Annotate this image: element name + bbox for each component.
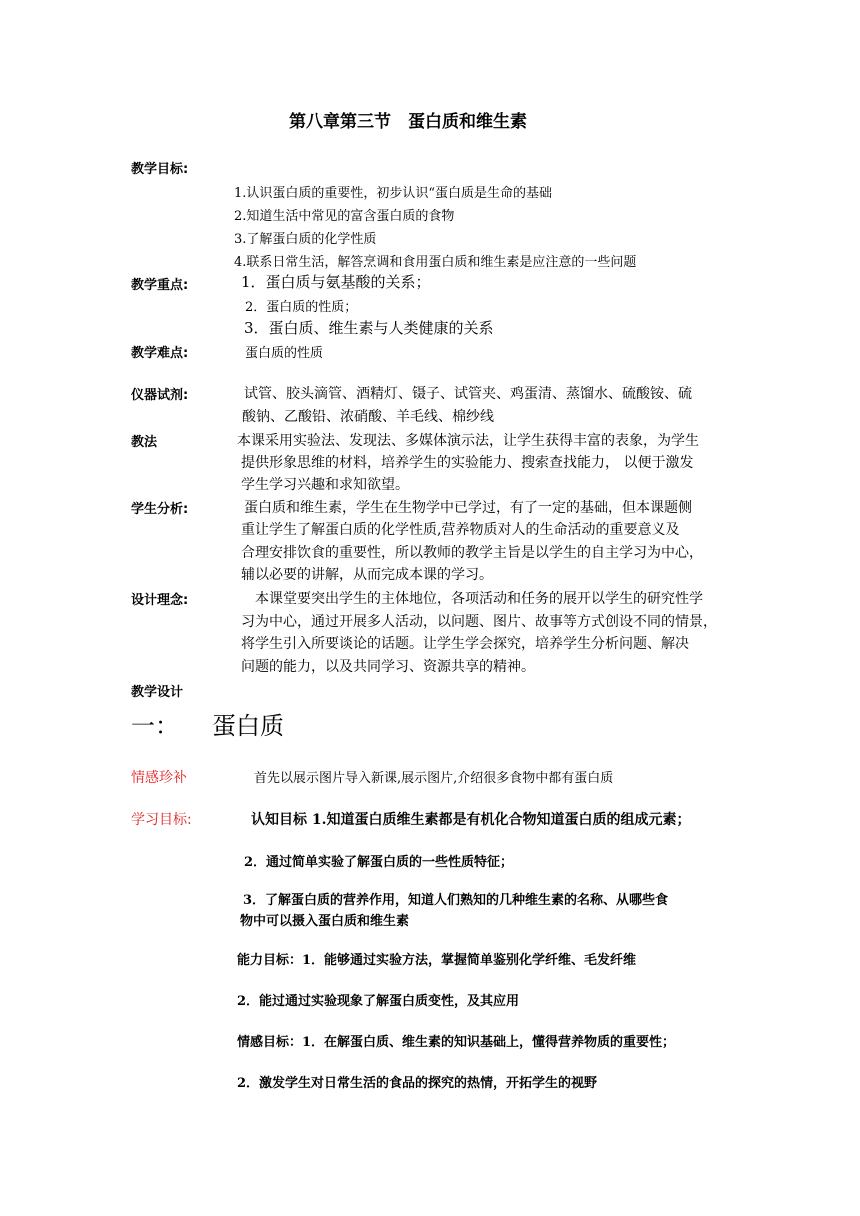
design-concept-label: 设计理念: <box>131 593 189 608</box>
equipment-label: 仪器试剂: <box>131 388 189 403</box>
goals-label: 教学目标: <box>131 162 189 177</box>
difficulty-label: 教学难点: <box>131 346 189 361</box>
emotion-goal: 2．激发学生对日常生活的食品的探究的热情，开拓学生的视野 <box>237 1076 598 1091</box>
page-title: 第八章第三节 蛋白质和维生素 <box>289 112 527 132</box>
section-number: 一： <box>131 712 179 740</box>
student-analysis-line: 蛋白质和维生素，学生在生物学中已学过，有了一定的基础，但本课题侧 <box>244 500 692 516</box>
teaching-design-label: 教学设计 <box>131 685 184 700</box>
method-line: 学生学习兴趣和求知欲望。 <box>241 477 409 493</box>
goal-item: 1.认识蛋白质的重要性，初步认识“蛋白质是生命的基础 <box>234 186 553 201</box>
student-analysis-label: 学生分析: <box>131 502 189 517</box>
design-concept-line: 本课堂要突出学生的主体地位，各项活动和任务的展开以学生的研究性学 <box>255 591 703 607</box>
method-line: 提供形象思维的材料，培养学生的实验能力、搜索查找能力， 以便于激发 <box>241 455 694 471</box>
cognitive-goal: 物中可以摄入蛋白质和维生素 <box>240 914 410 929</box>
design-concept-line: 将学生引入所要谈论的话题。让学生学会探究，培养学生分析问题、解决 <box>241 636 689 652</box>
ability-goal: 能力目标：1．能够通过实验方法，掌握简单鉴别化学纤维、毛发纤维 <box>237 953 637 968</box>
key-point-item: 3．蛋白质、维生素与人类健康的关系 <box>244 319 494 337</box>
equipment-line: 酸钠、乙酸铅、浓硝酸、羊毛线、棉纱线 <box>242 409 494 425</box>
emotion-label: 情感珍补 <box>131 770 187 786</box>
goal-item: 4.联系日常生活，解答烹调和食用蛋白质和维生素是应注意的一些问题 <box>234 255 637 270</box>
method-line: 本课采用实验法、发现法、多媒体演示法，让学生获得丰富的表象，为学生 <box>237 433 699 449</box>
difficulty-text: 蛋白质的性质 <box>245 346 324 361</box>
student-analysis-line: 合理安排饮食的重要性，所以教师的教学主旨是以学生的自主学习为中心， <box>241 545 703 561</box>
equipment-line: 试管、胶头滴管、酒精灯、镊子、试管夹、鸡蛋清、蒸馏水、硫酸铵、硫 <box>244 386 692 402</box>
student-analysis-line: 辅以必要的讲解，从而完成本课的学习。 <box>241 567 493 583</box>
section-heading: 蛋白质 <box>212 712 284 740</box>
cognitive-goal: 2．通过简单实验了解蛋白质的一些性质特征； <box>244 855 514 870</box>
key-point-item: 1．蛋白质与氨基酸的关系； <box>241 273 431 291</box>
goal-item: 2.知道生活中常见的富含蛋白质的食物 <box>234 209 455 224</box>
learning-goals-label: 学习目标: <box>131 812 192 828</box>
cognitive-goal: 3．了解蛋白质的营养作用，知道人们熟知的几种维生素的名称、从哪些食 <box>243 893 669 908</box>
cognitive-goal: 认知目标 1.知道蛋白质维生素都是有机化合物知道蛋白质的组成元素； <box>251 812 691 828</box>
ability-goal: 2．能过通过实验现象了解蛋白质变性，及其应用 <box>237 994 520 1009</box>
key-point-item: 2．蛋白质的性质； <box>245 300 358 315</box>
goal-item: 3.了解蛋白质的化学性质 <box>234 232 377 247</box>
method-label: 教法 <box>131 435 158 450</box>
student-analysis-line: 重让学生了解蛋白质的化学性质,营养物质对人的生命活动的重要意义及 <box>241 522 680 538</box>
design-concept-line: 问题的能力，以及共同学习、资源共享的精神。 <box>241 659 535 675</box>
design-concept-line: 习为中心，通过开展多人活动，以问题、图片、故事等方式创设不同的情景， <box>241 614 717 630</box>
key-points-label: 教学重点: <box>131 278 189 293</box>
emotion-text: 首先以展示图片导入新课,展示图片,介绍很多食物中都有蛋白质 <box>254 771 614 786</box>
emotion-goal: 情感目标：1．在解蛋白质、维生素的知识基础上，懂得营养物质的重要性； <box>237 1035 676 1050</box>
